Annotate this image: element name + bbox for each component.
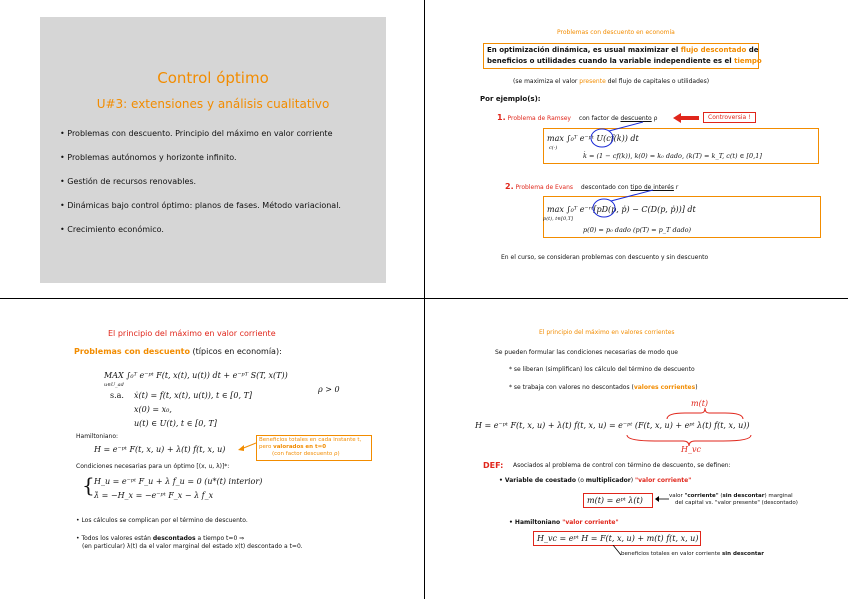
intro-text: Se pueden formular las condiciones necesarias de modo que [495,349,678,356]
m-note-text: valor [669,493,685,499]
hvc-note-text: beneficios totales en valor corriente [621,551,722,557]
subject-to-label: s.a. [110,391,124,400]
controversy-badge: Controversia ! [703,112,756,123]
star-point: * se liberan (simplifican) los cálculo del término de descuento [509,366,695,373]
topic-bullet: • Dinámicas bajo control óptimo: planos de fases. Método variacional. [60,201,341,210]
intro-text: En optimización dinámica, es usual maximizar el [487,46,681,54]
benefits-note-line: (con factor descuento ρ) [272,451,340,457]
costate-text: (o [575,477,586,484]
example-number: 2. [505,182,514,191]
ramsey-annotation-icon [585,120,645,150]
example-desc: r [673,184,679,191]
hvc-equation: H_vc = eᵖᵗ H = F(t, x, u) + m(t) f(t, x, u) [537,534,699,543]
m-note-text: ) marginal [764,493,793,499]
note-text: del flujo de capitales o utilidades) [605,78,710,85]
slide-title [0,0,424,298]
adjoint-equation: λ̇ = −H_x = −e⁻ᵖᵗ F_x − λ f_x [94,491,214,500]
hamiltonian-equation: H = e⁻ᵖᵗ F(t, x, u) + λ(t) f(t, x, u) [94,445,226,454]
title-panel [40,17,386,283]
hvc-note [621,551,764,557]
hamiltonian-heading [509,519,619,526]
initial-condition: x(0) = x₀, [134,405,172,414]
star-text: ) [695,384,698,391]
m-note-text: "corriente" [684,493,719,499]
heading-text: (típicos en economía): [190,347,282,356]
m-note-line: del capital vs. "valor presente" (descontado) [675,500,798,506]
costate-text: ) [630,477,635,484]
bullet-highlight: descontados [152,535,196,542]
topic-bullet: • Problemas con descuento. Principio del máximo en valor corriente [60,129,333,138]
example-desc: ρ [651,115,658,122]
optimality-condition: H_u = e⁻ᵖᵗ F_u + λ f_u = 0 (u*(t) interior) [94,477,263,486]
m-equation: m(t) = eᵖᵗ λ(t) [587,496,643,505]
slide-current-values [425,299,848,599]
bullet-text: • Todos los valores están [76,535,153,542]
topic-bullet: • Problemas autónomos y horizonte infinito. [60,153,237,162]
brace-icon: { [82,473,95,497]
star-highlight: valores corrientes [633,384,696,391]
complication-bullet: • Los cálculos se complican por el término de descuento. [76,517,248,524]
benefits-note-line [259,444,326,450]
arrow-left-icon [238,439,256,453]
star-point [509,384,698,391]
def-label: DEF: [483,461,504,470]
topic-bullet: • Crecimiento económico. [60,225,164,234]
evans-annotation-icon [587,188,657,218]
ramsey-max-subscript: c(·) [549,145,558,151]
example-desc: con factor de [578,115,621,122]
note-highlight: valorados en t=0 [273,444,327,450]
hamiltonian-label: Hamiltoniano: [76,433,119,440]
intro-line-1 [487,46,759,54]
m-note-text: ( [718,493,723,499]
example-desc: descontado con [580,184,631,191]
hamiltonian-text: • Hamiltoniano [509,519,561,526]
slide-heading: Problemas con descuento en economía [557,29,675,36]
costate-heading [499,477,691,484]
examples-label: Por ejemplo(s): [480,95,541,103]
example-name: Problema de Ramsey [507,115,571,122]
evans-constraint: p(0) = p₀ dado (p(T) = p_T dado) [583,226,692,234]
intro-highlight: tiempo [734,57,762,65]
control-constraint: u(t) ∈ U(t), t ∈ [0, T] [134,419,217,428]
topic-bullet: • Gestión de recursos renovables. [60,177,197,186]
slide-current-value-principle [0,299,424,599]
evans-max-subscript: p(t), t∈[0,T] [543,216,574,222]
left-arrow-icon [673,113,699,123]
objective-functional: MAX ∫₀ᵀ e⁻ᵖᵗ F(t, x(t), u(t)) dt + e⁻ᵖᵀ S(T, x(T)) [104,371,288,380]
slide-title-text: Control óptimo [157,69,269,87]
closing-note: En el curso, se consideran problemas con descuento y sin descuento [501,254,709,261]
intro-text: beneficios o utilidades cuando la variable independiente es el [487,57,735,65]
example-desc: descuento [620,115,652,122]
max-subscript: u∈U_ad [104,382,124,388]
bullet-text: a tiempo t=0 ⇒ [195,535,245,542]
hamiltonian-highlight: "valor corriente" [560,519,619,526]
intro-highlight: flujo descontado [680,46,747,54]
discounted-bullet-detail: (en particular) λ(t) da el valor marginal del estado x(t) descontado a t=0. [82,543,303,550]
intro-line-2 [487,57,762,65]
intro-text: de [746,46,759,54]
slide-discount-problems [425,0,848,298]
slide-subtitle-text: U#3: extensiones y análisis cualitativo [96,97,330,111]
discounted-bullet [76,535,244,542]
rho-condition: ρ > 0 [318,385,340,394]
def-text: Asociados al problema de control con término de descuento, se definen: [513,462,731,469]
example-desc: tipo de interés [630,184,674,191]
benefits-note-line: Beneficios totales en cada instante t, [259,437,362,443]
example-number: 1. [497,113,506,122]
hvc-note-text: sin descontar [721,551,764,557]
costate-text: • Variable de coestado [499,477,576,484]
conditions-label: Condiciones necesarias para un óptimo [(x, u, λ)]*: [76,463,230,470]
slide-heading: El principio del máximo en valor corriente [108,329,276,338]
heading-highlight: Problemas con descuento [74,347,190,356]
present-value-note [513,78,709,85]
costate-text: multiplicador [585,477,631,484]
m-note-line [669,493,793,499]
m-label: m(t) [691,399,709,408]
hamiltonian-expansion: H = e⁻ᵖᵗ F(t, x, u) + λ(t) f(t, x, u) = e⁻ᵖᵗ (F(t, x, u) + eᵖᵗ λ(t) f(t, x, u)) [475,421,750,430]
arrow-left-icon [655,495,669,503]
note-text: (se maximiza el valor [513,78,580,85]
discount-heading [74,347,282,356]
note-highlight: presente [579,78,606,85]
hc-label: H_vc [681,445,701,454]
star-text: * se trabaja con valores no descontados ( [509,384,634,391]
state-equation: ẋ(t) = f(t, x(t), u(t)), t ∈ [0, T] [134,391,252,400]
m-note-text: sin descontar [722,493,765,499]
note-text: pero [259,444,274,450]
m-brace-icon [665,407,745,421]
ramsey-objective: max ∫₀ᵀ e⁻ᵖᵗ U(cf(k)) dt [547,134,639,143]
evans-objective: max ∫₀ᵀ e⁻ʳᵗ[pD(p, ṗ) − C(D(p, ṗ))] dt [547,205,696,214]
example-name: Problema de Evans [515,184,573,191]
slide-heading: El principio del máximo en valores corrientes [539,329,675,336]
costate-highlight: "valor corriente" [634,477,692,484]
ramsey-constraint: k̇ = (1 − cf(k)), k(0) = k₀ dado, (k(T) = k_T, c(t) ∈ [0,1] [583,152,762,160]
